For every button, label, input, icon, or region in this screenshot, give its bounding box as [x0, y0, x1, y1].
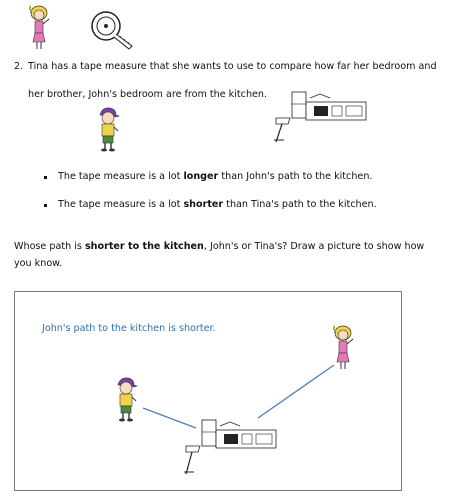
question-number: 2. [14, 61, 24, 72]
bullet-2-text-after: than Tina's path to the kitchen. [223, 199, 377, 210]
prompt-text-before: Whose path is [14, 241, 85, 252]
question-line-1: Tina has a tape measure that she wants to use to compare how far her bedroom and [28, 61, 437, 72]
prompt-line-2: you know. [14, 258, 63, 269]
tina-path-line [258, 365, 334, 418]
question-line-2: her brother, John's bedroom are from the kitchen. [28, 89, 268, 100]
bullet-1-text-before: The tape measure is a lot [58, 171, 184, 182]
bullet-2-bold: shorter [183, 199, 224, 210]
answer-text: John's path to the kitchen is shorter. [42, 323, 216, 334]
bullet-2-text-before: The tape measure is a lot [58, 199, 184, 210]
bullet-1-text-after: than John's path to the kitchen. [218, 171, 373, 182]
bullet-1-bold: longer [183, 171, 219, 182]
kitchen-icon [180, 412, 280, 482]
prompt-bold: shorter to the kitchen [84, 241, 204, 252]
prompt-text-after: , John's or Tina's? Draw a picture to show how [203, 241, 425, 252]
